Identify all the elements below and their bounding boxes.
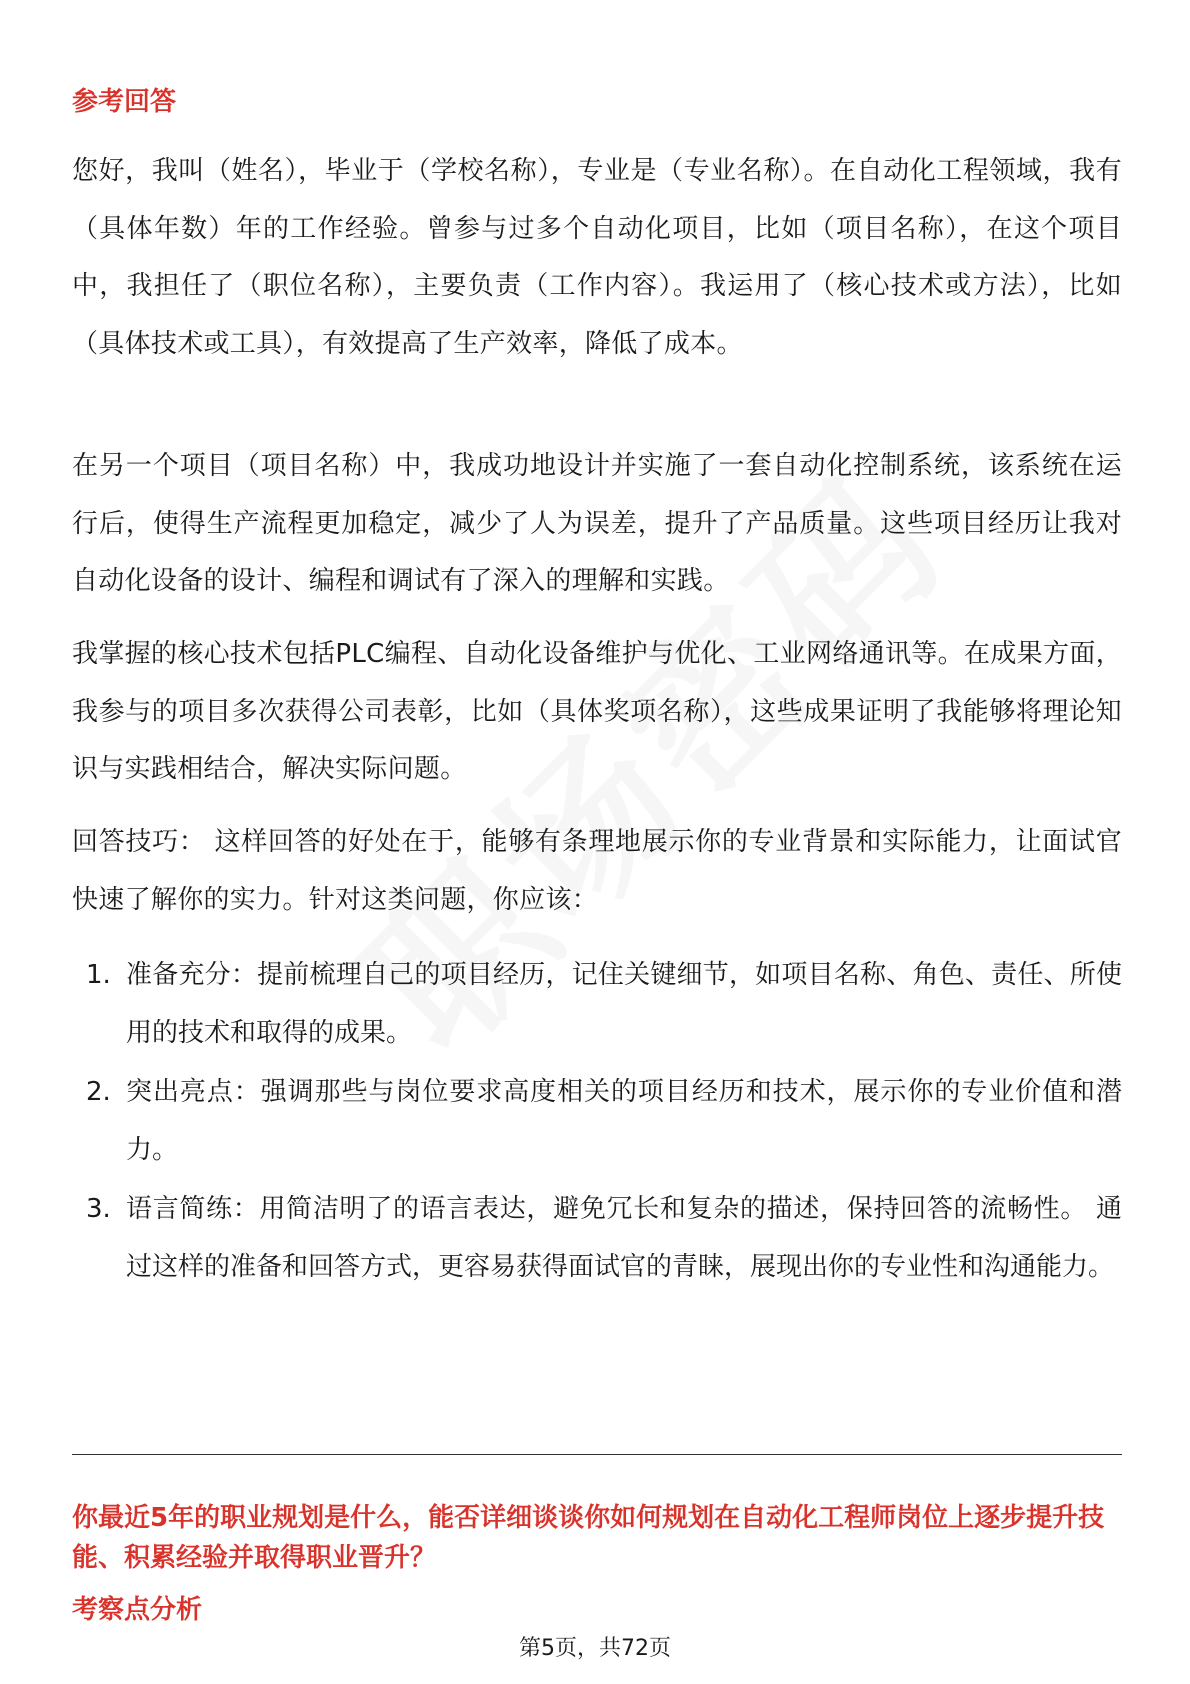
list-item-text: 语言简练：用简洁明了的语言表达，避免冗长和复杂的描述，保持回答的流畅性。 通过这样的准备和回答方式，更容易获得面试官的青睐，展现出你的专业性和沟通能力。 bbox=[126, 1194, 1122, 1282]
list-item bbox=[72, 947, 1122, 1062]
reference-answer-heading: 参考回答 bbox=[72, 87, 177, 117]
section-divider bbox=[72, 1454, 1122, 1455]
answer-tips-paragraph: 回答技巧： 这样回答的好处在于，能够有条理地展示你的专业背景和实际能力，让面试官快速了解你的实力。针对这类问题，你应该： bbox=[72, 827, 1122, 915]
list-item-text: 准备充分：提前梳理自己的项目经历，记住关键细节，如项目名称、角色、责任、所使用的技术和取得的成果。 bbox=[126, 960, 1122, 1048]
answer-paragraph-3: 我掌握的核心技术包括PLC编程、自动化设备维护与优化、工业网络通讯等。在成果方面，我参与的项目多次获得公司表彰，比如（具体奖项名称），这些成果证明了我能够将理论知识与实践相结合，解决实际问题。 bbox=[72, 639, 1122, 784]
list-item-number: 2. bbox=[86, 1077, 111, 1107]
page-number: 第5页，共72页 bbox=[519, 1636, 671, 1661]
answer-paragraph-2: 在另一个项目（项目名称）中，我成功地设计并实施了一套自动化控制系统，该系统在运行后，使得生产流程更加稳定，减少了人为误差，提升了产品质量。这些项目经历让我对自动化设备的设计、编程和调试有了深入的理解和实践。 bbox=[72, 451, 1122, 596]
analysis-heading: 考察点分析 bbox=[72, 1595, 203, 1625]
list-item bbox=[72, 1064, 1122, 1179]
list-item-number: 3. bbox=[86, 1194, 111, 1224]
answer-paragraph-1: 您好，我叫（姓名），毕业于（学校名称），专业是（专业名称）。在自动化工程领域，我有（具体年数）年的工作经验。曾参与过多个自动化项目，比如（项目名称），在这个项目中，我担任了（职位名称），主要负责（工作内容）。我运用了（核心技术或方法），比如（具体技术或工具），有效提高了生产效率，降低了成本。 bbox=[72, 156, 1122, 359]
list-item-text: 突出亮点：强调那些与岗位要求高度相关的项目经历和技术，展示你的专业价值和潜力。 bbox=[126, 1077, 1122, 1165]
list-item-number: 1. bbox=[86, 960, 111, 990]
document-page bbox=[72, 0, 1122, 1684]
tips-list bbox=[72, 947, 1122, 1298]
next-question: 你最近5年的职业规划是什么，能否详细谈谈你如何规划在自动化工程师岗位上逐步提升技能、积累经验并取得职业晋升？ bbox=[72, 1503, 1105, 1573]
list-item bbox=[72, 1181, 1122, 1296]
